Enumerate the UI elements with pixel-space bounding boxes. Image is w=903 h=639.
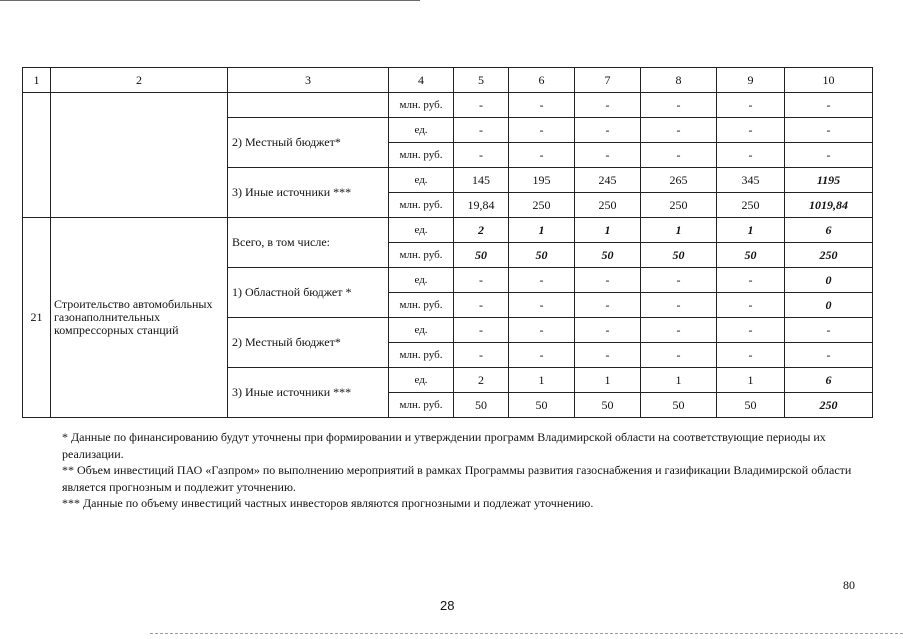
value-cell: - bbox=[641, 268, 717, 293]
value-cell: - bbox=[575, 293, 641, 318]
col-header: 7 bbox=[575, 68, 641, 93]
value-cell: 245 bbox=[575, 168, 641, 193]
total-cell: - bbox=[785, 93, 873, 118]
value-cell: 250 bbox=[509, 193, 575, 218]
value-cell: - bbox=[454, 318, 509, 343]
unit-cell: ед. bbox=[389, 118, 454, 143]
value-cell: 50 bbox=[717, 393, 785, 418]
value-cell: - bbox=[454, 343, 509, 368]
value-cell: 50 bbox=[575, 243, 641, 268]
unit-cell: млн. руб. bbox=[389, 293, 454, 318]
footnote: ** Объем инвестиций ПАО «Газпром» по выполнению мероприятий в рамках Программы развития газоснабжения и газификации Владимирской области является прогнозным и подлежит уточнению. bbox=[62, 463, 852, 494]
total-cell: - bbox=[785, 143, 873, 168]
total-cell: 250 bbox=[785, 393, 873, 418]
value-cell: 145 bbox=[454, 168, 509, 193]
value-cell: 1 bbox=[509, 368, 575, 393]
value-cell: - bbox=[575, 343, 641, 368]
value-cell: - bbox=[454, 293, 509, 318]
item-number-cell bbox=[23, 93, 51, 218]
col-header: 10 bbox=[785, 68, 873, 93]
top-rule bbox=[0, 0, 420, 1]
source-cell: Всего, в том числе: bbox=[228, 218, 389, 268]
value-cell: - bbox=[454, 143, 509, 168]
col-header: 3 bbox=[228, 68, 389, 93]
value-cell: 2 bbox=[454, 218, 509, 243]
unit-cell: ед. bbox=[389, 218, 454, 243]
value-cell: 250 bbox=[575, 193, 641, 218]
value-cell: 250 bbox=[641, 193, 717, 218]
value-cell: 1 bbox=[575, 218, 641, 243]
value-cell: - bbox=[717, 293, 785, 318]
header-row bbox=[23, 68, 873, 93]
total-cell: - bbox=[785, 118, 873, 143]
unit-cell: ед. bbox=[389, 318, 454, 343]
value-cell: - bbox=[454, 93, 509, 118]
value-cell: - bbox=[509, 93, 575, 118]
value-cell: 1 bbox=[641, 368, 717, 393]
bottom-rule bbox=[150, 633, 903, 635]
value-cell: - bbox=[717, 93, 785, 118]
value-cell: - bbox=[509, 343, 575, 368]
value-cell: 195 bbox=[509, 168, 575, 193]
value-cell: - bbox=[717, 318, 785, 343]
value-cell: 50 bbox=[454, 393, 509, 418]
value-cell: - bbox=[509, 143, 575, 168]
source-cell: 3) Иные источники *** bbox=[228, 368, 389, 418]
source-cell: 3) Иные источники *** bbox=[228, 168, 389, 218]
total-cell: - bbox=[785, 343, 873, 368]
value-cell: 1 bbox=[717, 218, 785, 243]
financing-table bbox=[22, 67, 873, 418]
footnote: * Данные по финансированию будут уточнены при формировании и утверждении программ Владимирской области на соответствующие периоды их реализации. bbox=[62, 430, 826, 461]
value-cell: - bbox=[641, 93, 717, 118]
value-cell: - bbox=[717, 343, 785, 368]
value-cell: 265 bbox=[641, 168, 717, 193]
unit-cell: ед. bbox=[389, 168, 454, 193]
total-cell: 1019,84 bbox=[785, 193, 873, 218]
page-number-right: 80 bbox=[843, 578, 855, 592]
col-header: 4 bbox=[389, 68, 454, 93]
page-number-center: 28 bbox=[440, 598, 455, 613]
total-cell: 6 bbox=[785, 368, 873, 393]
total-cell: 250 bbox=[785, 243, 873, 268]
value-cell: 1 bbox=[575, 368, 641, 393]
value-cell: 50 bbox=[575, 393, 641, 418]
value-cell: - bbox=[641, 118, 717, 143]
value-cell: 50 bbox=[509, 393, 575, 418]
value-cell: 19,84 bbox=[454, 193, 509, 218]
value-cell: 1 bbox=[509, 218, 575, 243]
value-cell: 50 bbox=[641, 243, 717, 268]
item-name-cell bbox=[51, 93, 228, 218]
footnotes bbox=[62, 429, 852, 512]
value-cell: - bbox=[454, 268, 509, 293]
value-cell: - bbox=[509, 268, 575, 293]
table-row bbox=[23, 93, 873, 118]
value-cell: - bbox=[575, 143, 641, 168]
source-cell: 2) Местный бюджет* bbox=[228, 318, 389, 368]
value-cell: - bbox=[575, 93, 641, 118]
source-cell: 1) Областной бюджет * bbox=[228, 268, 389, 318]
value-cell: - bbox=[509, 293, 575, 318]
value-cell: - bbox=[641, 343, 717, 368]
col-header: 6 bbox=[509, 68, 575, 93]
value-cell: - bbox=[717, 143, 785, 168]
value-cell: - bbox=[454, 118, 509, 143]
total-cell: - bbox=[785, 318, 873, 343]
value-cell: - bbox=[509, 318, 575, 343]
value-cell: - bbox=[641, 143, 717, 168]
total-cell: 1195 bbox=[785, 168, 873, 193]
value-cell: 50 bbox=[717, 243, 785, 268]
value-cell: - bbox=[641, 293, 717, 318]
footnote: *** Данные по объему инвестиций частных инвесторов являются прогнозными и подлежат уточнению. bbox=[62, 496, 594, 510]
value-cell: - bbox=[717, 268, 785, 293]
value-cell: - bbox=[509, 118, 575, 143]
col-header: 9 bbox=[717, 68, 785, 93]
value-cell: - bbox=[641, 318, 717, 343]
col-header: 2 bbox=[51, 68, 228, 93]
unit-cell: млн. руб. bbox=[389, 193, 454, 218]
value-cell: - bbox=[575, 268, 641, 293]
unit-cell: млн. руб. bbox=[389, 93, 454, 118]
unit-cell: млн. руб. bbox=[389, 143, 454, 168]
total-cell: 0 bbox=[785, 293, 873, 318]
unit-cell: ед. bbox=[389, 268, 454, 293]
value-cell: 1 bbox=[717, 368, 785, 393]
total-cell: 0 bbox=[785, 268, 873, 293]
total-cell: 6 bbox=[785, 218, 873, 243]
value-cell: - bbox=[575, 318, 641, 343]
value-cell: - bbox=[717, 118, 785, 143]
item-name-cell: Строительство автомобильных газонаполнительных компрессорных станций bbox=[51, 218, 228, 418]
col-header: 1 bbox=[23, 68, 51, 93]
value-cell: 50 bbox=[509, 243, 575, 268]
col-header: 8 bbox=[641, 68, 717, 93]
value-cell: 345 bbox=[717, 168, 785, 193]
source-cell: 2) Местный бюджет* bbox=[228, 118, 389, 168]
value-cell: 1 bbox=[641, 218, 717, 243]
value-cell: 50 bbox=[454, 243, 509, 268]
source-cell bbox=[228, 93, 389, 118]
unit-cell: ед. bbox=[389, 368, 454, 393]
value-cell: 250 bbox=[717, 193, 785, 218]
col-header: 5 bbox=[454, 68, 509, 93]
table-row bbox=[23, 218, 873, 243]
unit-cell: млн. руб. bbox=[389, 343, 454, 368]
value-cell: - bbox=[575, 118, 641, 143]
value-cell: 50 bbox=[641, 393, 717, 418]
item-number-cell: 21 bbox=[23, 218, 51, 418]
unit-cell: млн. руб. bbox=[389, 243, 454, 268]
unit-cell: млн. руб. bbox=[389, 393, 454, 418]
value-cell: 2 bbox=[454, 368, 509, 393]
